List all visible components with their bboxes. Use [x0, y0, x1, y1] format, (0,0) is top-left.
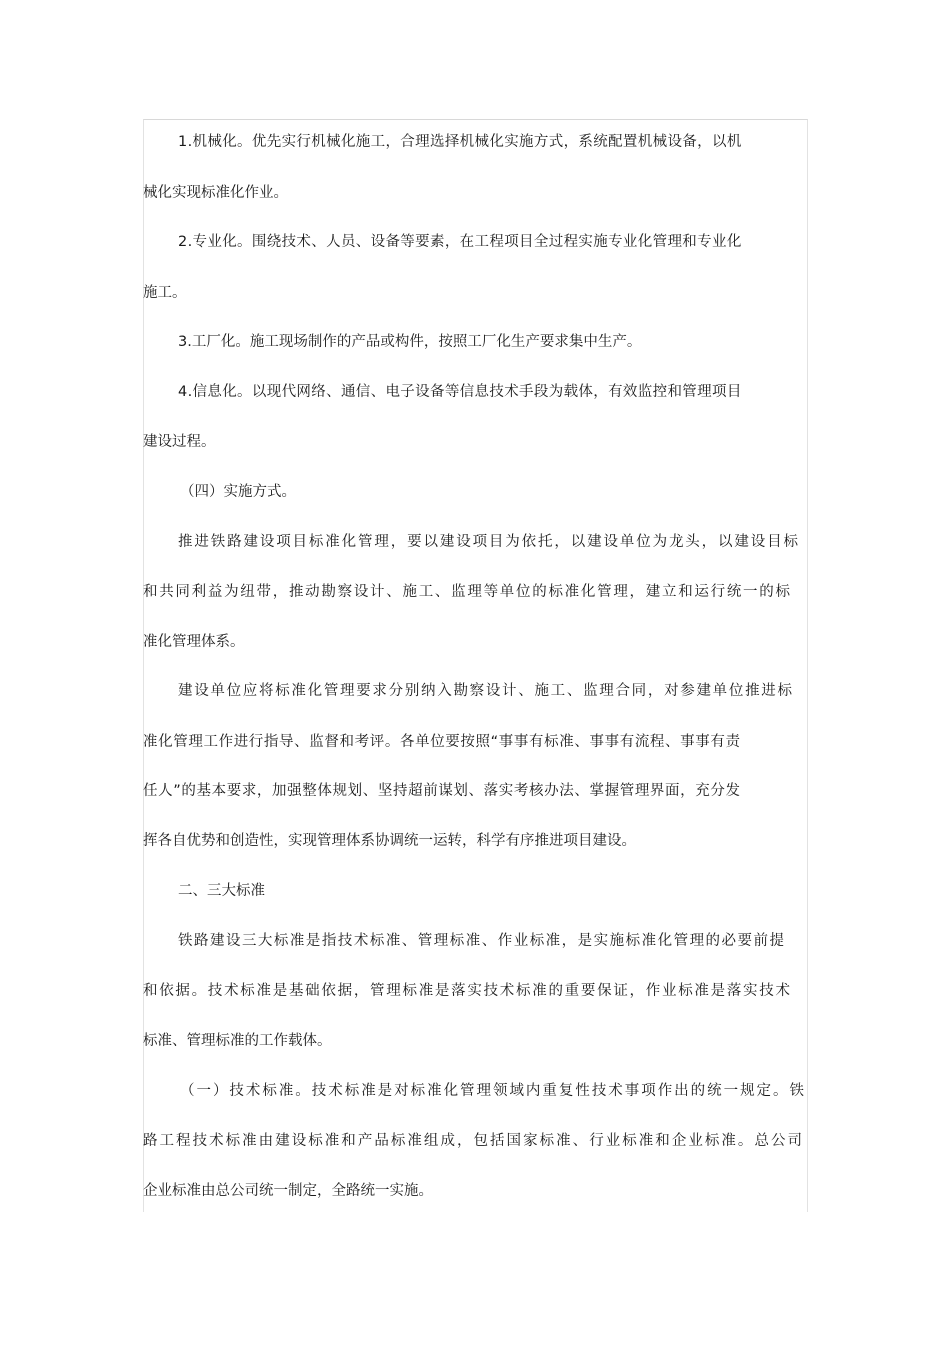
text-line: 准化管理工作进行指导、监督和考评。各单位要按照“事事有标准、事事有流程、事事有责	[143, 734, 741, 750]
text-line: （一）技术标准。技术标准是对标准化管理领域内重复性技术事项作出的统一规定。铁	[180, 1083, 806, 1099]
text-line: 推进铁路建设项目标准化管理，要以建设项目为依托，以建设单位为龙头，以建设目标	[178, 534, 800, 550]
text-line: 铁路建设三大标准是指技术标准、管理标准、作业标准，是实施标准化管理的必要前提	[178, 933, 786, 949]
section-heading: 二、三大标准	[178, 883, 265, 899]
text-line: 任人”的基本要求，加强整体规划、坚持超前谋划、落实考核办法、掌握管理界面，充分发	[143, 783, 741, 799]
section-heading: （四）实施方式。	[180, 484, 296, 500]
text-line: 4.信息化。以现代网络、通信、电子设备等信息技术手段为载体，有效监控和管理项目	[178, 384, 742, 400]
text-line: 1.机械化。优先实行机械化施工，合理选择机械化实施方式，系统配置机械设备，以机	[178, 134, 742, 150]
text-line: 施工。	[143, 285, 187, 301]
text-line: 械化实现标准化作业。	[143, 185, 288, 201]
text-line: 2.专业化。围绕技术、人员、设备等要素，在工程项目全过程实施专业化管理和专业化	[178, 234, 742, 250]
text-line: 和依据。技术标准是基础依据，管理标准是落实技术标准的重要保证，作业标准是落实技术	[143, 983, 792, 999]
text-line: 挥各自优势和创造性，实现管理体系协调统一运转，科学有序推进项目建设。	[143, 833, 636, 849]
text-line: 路工程技术标准由建设标准和产品标准组成，包括国家标准、行业标准和企业标准。总公司	[143, 1133, 805, 1149]
text-line: 企业标准由总公司统一制定，全路统一实施。	[143, 1183, 433, 1199]
text-line: 3.工厂化。施工现场制作的产品或构件，按照工厂化生产要求集中生产。	[178, 334, 642, 350]
text-line: 准化管理体系。	[143, 634, 245, 650]
text-line: 标准、管理标准的工作载体。	[143, 1033, 332, 1049]
text-line: 建设单位应将标准化管理要求分别纳入勘察设计、施工、监理合同，对参建单位推进标	[178, 683, 794, 699]
text-line: 和共同利益为纽带，推动勘察设计、施工、监理等单位的标准化管理，建立和运行统一的标	[143, 584, 792, 600]
text-line: 建设过程。	[143, 434, 216, 450]
